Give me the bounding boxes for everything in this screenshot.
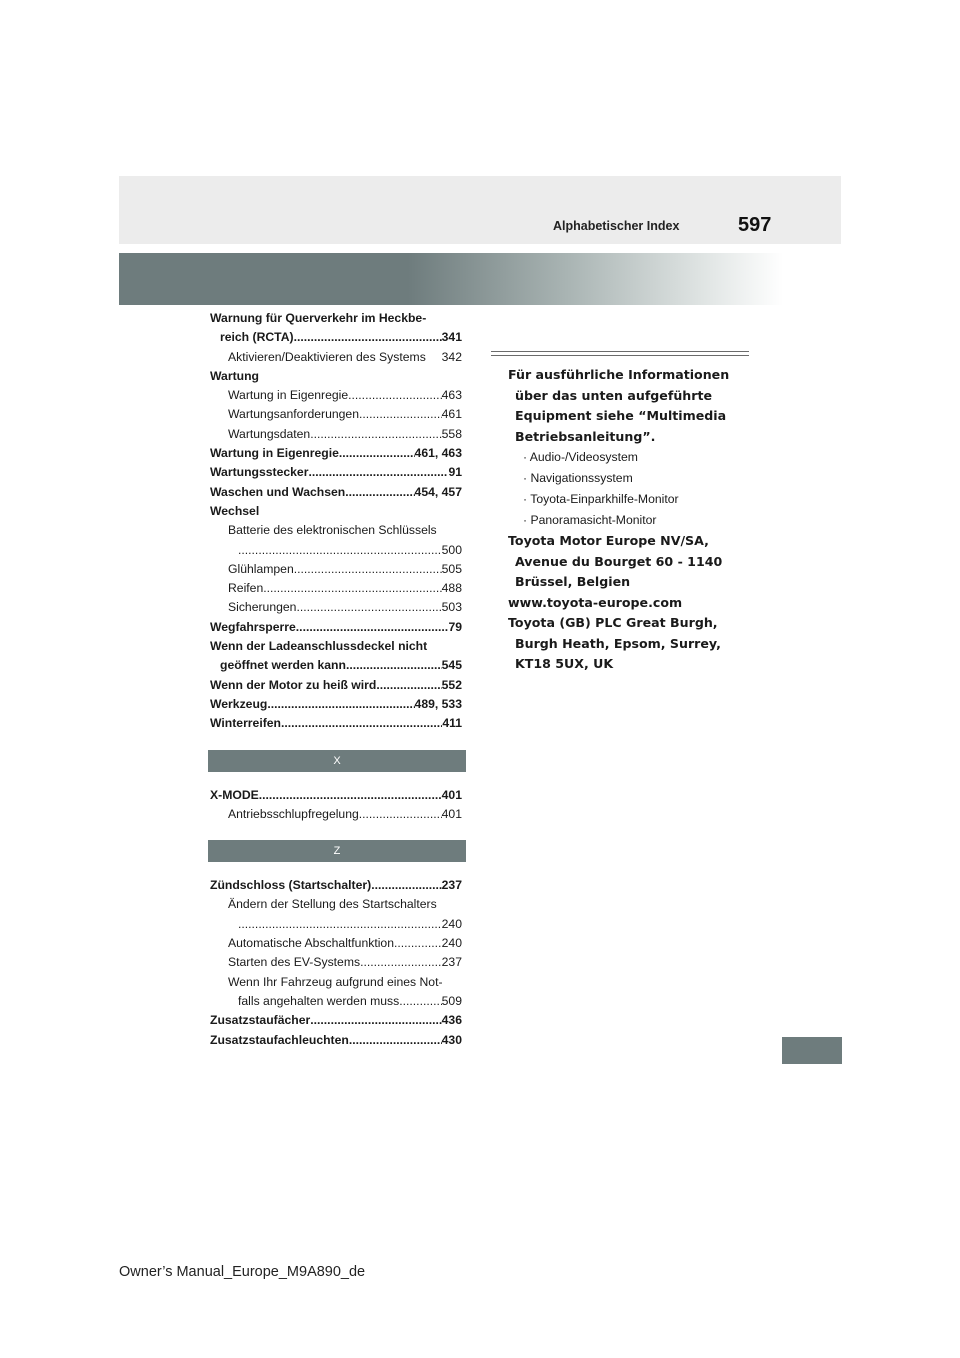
index-page-ref: 463 xyxy=(441,388,462,403)
index-entry xyxy=(210,786,462,805)
index-page-ref: 240 xyxy=(441,936,462,951)
dot-leader xyxy=(349,1031,442,1050)
index-entry-text: Aktivieren/Deaktivieren des Systems xyxy=(228,349,426,364)
index-entry-text: Wenn der Motor zu heiß wird xyxy=(210,677,377,692)
dot-leader xyxy=(394,934,442,953)
dot-leader xyxy=(294,328,442,347)
dot-leader xyxy=(296,598,441,617)
index-entry xyxy=(210,405,462,424)
index-entry xyxy=(210,618,462,637)
website: www.toyota-europe.com xyxy=(508,594,683,610)
index-page-ref: 411 xyxy=(442,716,462,731)
index-entry-text: Glühlampen xyxy=(228,561,294,576)
index-entry: Wartung xyxy=(210,368,259,383)
section-title: Alphabetischer Index xyxy=(553,219,680,233)
header-gradient-band xyxy=(119,253,841,305)
index-entry-text: Wegfahrsperre xyxy=(210,619,296,634)
index-entry: Wechsel xyxy=(210,503,260,518)
index-entry-text: Zusatzstaufächer xyxy=(210,1013,311,1028)
dot-leader xyxy=(339,444,415,463)
index-page-ref: 342 xyxy=(441,349,462,364)
dot-leader xyxy=(308,463,448,482)
index-letter-header: Z xyxy=(208,840,466,862)
info-column-right xyxy=(508,365,758,675)
index-page-ref: 545 xyxy=(441,658,462,673)
dot-leader xyxy=(281,714,442,733)
index-page-ref: 341 xyxy=(441,330,462,345)
index-entry xyxy=(210,463,462,482)
index-entry: Warnung für Querverkehr im Heckbe- xyxy=(210,311,427,325)
index-page-ref: 91 xyxy=(448,465,462,480)
intro-line: Equipment siehe “Multimedia xyxy=(515,408,727,423)
index-entry: Wenn der Ladeanschlussdeckel nicht xyxy=(210,639,428,654)
index-page-ref: 552 xyxy=(441,677,462,692)
index-entry xyxy=(210,992,462,1011)
index-entry-text: Winterreifen xyxy=(210,716,281,731)
index-entry-text: Antriebsschlupfregelung xyxy=(228,806,359,821)
index-entry-text: Starten des EV-Systems xyxy=(228,955,361,970)
index-entry xyxy=(210,676,462,695)
index-entry xyxy=(210,598,462,617)
intro-line: Betriebsanleitung”. xyxy=(515,428,656,444)
index-page-ref: 237 xyxy=(441,955,462,970)
index-entry xyxy=(210,953,462,972)
index-page-ref: 558 xyxy=(441,426,462,441)
index-page-ref: 401 xyxy=(441,787,462,802)
divider-line xyxy=(491,351,749,356)
index-page-ref: 461, 463 xyxy=(414,446,462,461)
index-page-ref: 461 xyxy=(441,407,462,422)
index-entry xyxy=(210,483,462,502)
index-page-ref: 79 xyxy=(448,619,462,634)
index-entry xyxy=(210,541,462,560)
index-entry-text: falls angehalten werden muss xyxy=(238,993,400,1008)
index-entry-text: Werkzeug xyxy=(210,696,268,711)
index-letter-header: X xyxy=(208,750,466,772)
dot-leader xyxy=(360,953,442,972)
index-entry xyxy=(210,695,462,714)
index-entry-text: Wartungsstecker xyxy=(210,465,309,480)
company-address-line: Avenue du Bourget 60 - 1140 xyxy=(515,553,723,569)
index-entry xyxy=(210,1031,462,1050)
index-entry xyxy=(210,386,462,405)
uk-address-line: Burgh Heath, Epsom, Surrey, xyxy=(515,635,721,651)
index-entry-text: Zündschloss (Startschalter) xyxy=(210,878,372,893)
dot-leader xyxy=(310,1011,441,1030)
dot-leader xyxy=(359,405,442,424)
dot-leader xyxy=(376,676,441,695)
index-page-ref: 503 xyxy=(441,600,462,615)
index-entry xyxy=(210,915,462,934)
index-entry xyxy=(210,805,462,824)
index-page-ref: 430 xyxy=(441,1032,462,1047)
index-entry: Ändern der Stellung des Startschalters xyxy=(228,897,437,912)
equipment-item: · Audio-/Videosystem xyxy=(523,450,638,464)
dot-leader xyxy=(238,915,442,934)
equipment-item: · Toyota-Einparkhilfe-Monitor xyxy=(523,492,679,506)
company-address-line: Brüssel, Belgien xyxy=(515,574,631,589)
index-entry-text: Sicherungen xyxy=(228,600,297,615)
page-number: 597 xyxy=(738,214,772,236)
index-entry: Wenn Ihr Fahrzeug aufgrund eines Not- xyxy=(228,974,443,989)
index-page-ref: 240 xyxy=(441,916,462,931)
header-top-band xyxy=(119,176,841,244)
intro-line: Für ausführliche Informationen xyxy=(508,367,730,382)
index-page-ref: 237 xyxy=(441,878,462,893)
uk-address-line: Toyota (GB) PLC Great Burgh, xyxy=(508,615,718,630)
index-entry xyxy=(210,348,462,367)
dot-leader xyxy=(263,579,441,598)
index-entry-text: Reifen xyxy=(228,581,264,596)
index-entry xyxy=(210,444,462,463)
index-page-ref: 500 xyxy=(441,542,462,557)
dot-leader xyxy=(294,560,442,579)
dot-leader xyxy=(259,786,442,805)
index-entry xyxy=(210,656,462,675)
index-page-ref: 509 xyxy=(441,993,462,1008)
index-column-left xyxy=(210,309,462,1050)
index-entry-text: Wartungsanforderungen xyxy=(228,407,359,422)
index-entry: Batterie des elektronischen Schlüssels xyxy=(228,523,437,538)
index-entry xyxy=(210,560,462,579)
dot-leader xyxy=(346,656,442,675)
intro-line: über das unten aufgeführte xyxy=(515,387,713,403)
index-entry-text: Automatische Abschaltfunktion xyxy=(228,936,394,951)
uk-address-line: KT18 5UX, UK xyxy=(515,656,614,671)
index-entry xyxy=(210,328,462,347)
dot-leader xyxy=(267,695,414,714)
index-entry xyxy=(210,1011,462,1030)
dot-leader xyxy=(348,386,442,405)
index-entry xyxy=(210,934,462,953)
index-entry-text: X-MODE xyxy=(210,787,259,802)
dot-leader xyxy=(238,541,442,560)
thumb-index-tab xyxy=(782,1037,842,1064)
index-page-ref: 489, 533 xyxy=(414,696,462,711)
index-page-ref: 401 xyxy=(441,806,462,821)
index-entry-text: Wartung in Eigenregie xyxy=(210,446,339,461)
index-entry-text: Wartung in Eigenregie xyxy=(228,388,349,403)
equipment-item: · Navigationssystem xyxy=(523,471,633,485)
dot-leader xyxy=(296,618,449,637)
index-entry xyxy=(210,425,462,444)
dot-leader xyxy=(310,425,441,444)
dot-leader xyxy=(371,876,441,895)
index-entry-text: Wartungsdaten xyxy=(228,426,311,441)
index-entry-text: reich (RCTA) xyxy=(220,330,294,345)
index-entry-text: Zusatzstaufachleuchten xyxy=(210,1032,349,1047)
index-page-ref: 454, 457 xyxy=(414,484,462,499)
index-entry-text: Waschen und Wachsen xyxy=(210,484,346,499)
equipment-item: · Panoramasicht-Monitor xyxy=(523,513,657,527)
index-entry-text: geöffnet werden kann xyxy=(220,658,346,673)
index-page-ref: 505 xyxy=(441,561,462,576)
index-page-ref: 488 xyxy=(441,581,462,596)
dot-leader xyxy=(359,805,442,824)
index-page-ref: 436 xyxy=(441,1013,462,1028)
footer-manual-id: Owner’s Manual_Europe_M9A890_de xyxy=(119,1264,366,1280)
index-entry xyxy=(210,714,462,733)
index-entry xyxy=(210,876,462,895)
dot-leader xyxy=(345,483,414,502)
index-entry xyxy=(210,579,462,598)
dot-leader xyxy=(399,992,441,1011)
company-address-line: Toyota Motor Europe NV/SA, xyxy=(508,533,709,548)
